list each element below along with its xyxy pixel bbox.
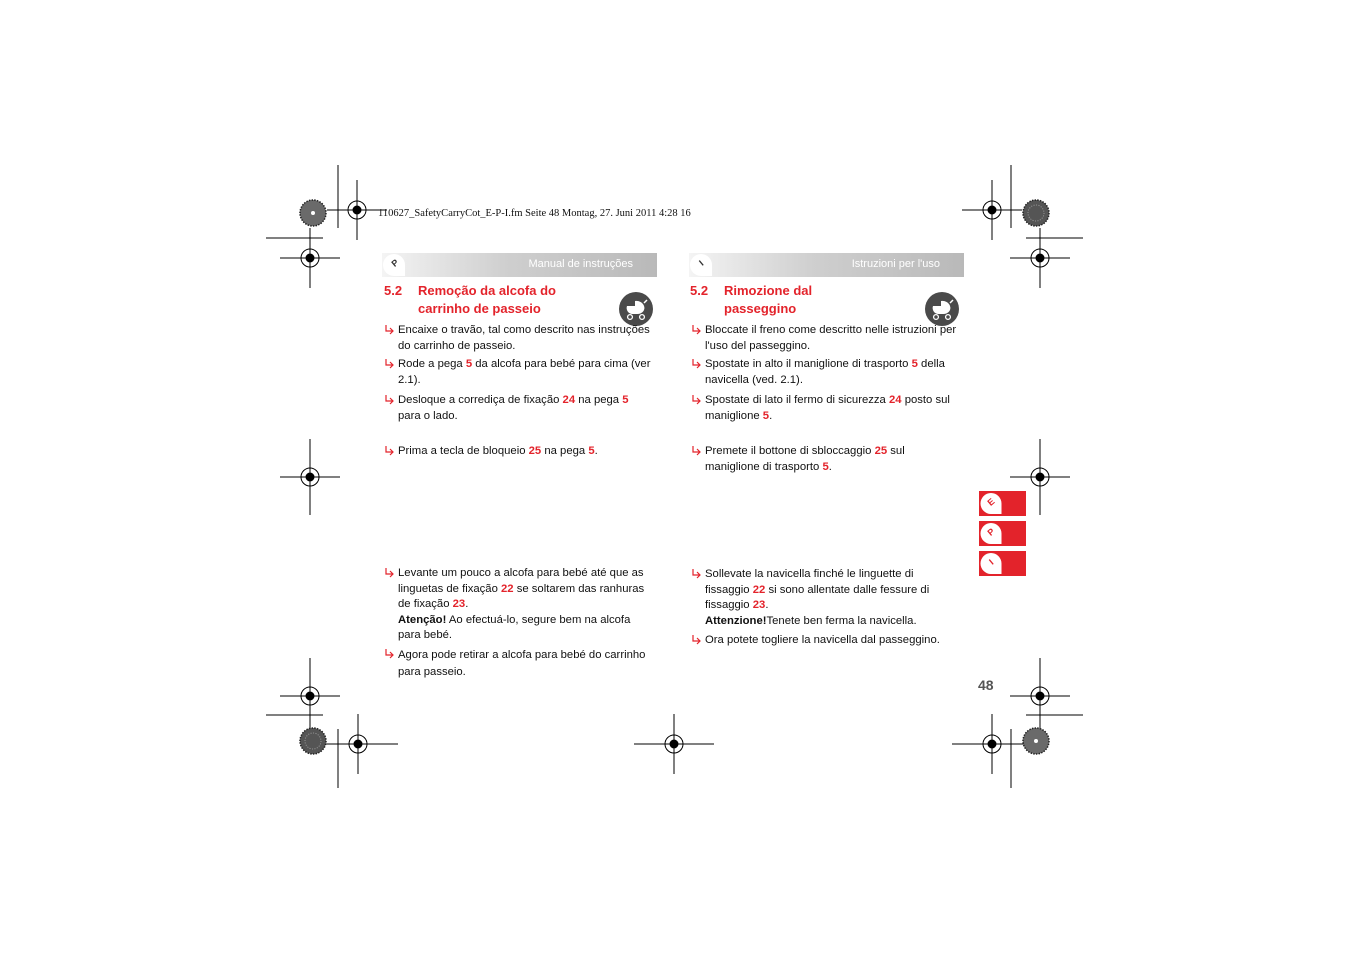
left-tab-letter: P bbox=[389, 257, 401, 269]
registration-mark-icon bbox=[952, 714, 1032, 774]
list-item bbox=[691, 444, 961, 475]
star-target-icon bbox=[299, 199, 327, 227]
step-text: Desloque a corrediça de fixação 24 na pega 5 para o lado. bbox=[398, 394, 629, 422]
step-text: Levante um pouco a alcofa para bebé até que as linguetas de fixação 22 se soltarem das ranhuras de fixação 23. Atenção! Ao efectuá-lo, segure bem na alcofa para bebé. bbox=[398, 567, 645, 641]
left-section-title: Remoção da alcofa do carrinho de passeio bbox=[418, 283, 556, 316]
step-text: Prima a tecla de bloqueio 25 na pega 5. bbox=[398, 445, 598, 457]
registration-mark-icon bbox=[1010, 228, 1070, 288]
arrow-hook-icon bbox=[691, 324, 703, 336]
language-tab-letter: E bbox=[985, 496, 997, 508]
step-text: Spostate di lato il fermo di sicurezza 24 posto sul maniglione 5. bbox=[705, 394, 950, 422]
arrow-hook-icon bbox=[691, 358, 703, 370]
step-text: Premete il bottone di sbloccaggio 25 sul maniglione di trasporto 5. bbox=[705, 445, 905, 473]
star-target-icon bbox=[1022, 727, 1050, 755]
left-band-title: Manual de instruções bbox=[528, 258, 633, 270]
page-number: 48 bbox=[978, 677, 994, 693]
registration-mark-icon bbox=[280, 439, 340, 515]
registration-mark-icon bbox=[634, 714, 714, 774]
language-tab-i[interactable] bbox=[979, 551, 1026, 576]
left-section-number: 5.2 bbox=[384, 283, 403, 298]
language-tab-icon bbox=[979, 491, 1026, 516]
arrow-hook-icon bbox=[691, 568, 703, 580]
step-text: Agora pode retirar a alcofa para bebé do carrinho para passeio. bbox=[398, 649, 646, 678]
arrow-hook-icon bbox=[384, 567, 396, 579]
stroller-icon bbox=[924, 291, 960, 327]
step-text: Spostate in alto il maniglione di trasporto 5 della navicella (ved. 2.1). bbox=[705, 358, 945, 386]
file-slug: 110627_SafetyCarryCot_E-P-I.fm Seite 48 Montag, 27. Juni 2011 4:28 16 bbox=[378, 208, 691, 219]
list-item bbox=[691, 567, 961, 629]
list-item bbox=[384, 444, 654, 460]
registration-mark-icon bbox=[280, 228, 340, 288]
arrow-hook-icon bbox=[691, 445, 703, 457]
arrow-hook-icon bbox=[384, 648, 396, 660]
list-item bbox=[384, 357, 654, 388]
step-text: Sollevate la navicella finché le linguette di fissaggio 22 si sono allentate dalle fessure di fissaggio 23. Attenzione!Tenete ben ferma la navicella. bbox=[705, 568, 930, 627]
stroller-icon bbox=[618, 291, 654, 327]
arrow-hook-icon bbox=[384, 324, 396, 336]
arrow-hook-icon bbox=[691, 634, 703, 646]
registration-mark-icon bbox=[318, 714, 398, 774]
step-text: Rode a pega 5 da alcofa para bebé para cima (ver 2.1). bbox=[398, 358, 651, 386]
right-tab-letter: I bbox=[697, 258, 706, 268]
step-text: Ora potete togliere la navicella dal passeggino. bbox=[705, 634, 940, 646]
list-item bbox=[691, 323, 961, 354]
arrow-hook-icon bbox=[384, 394, 396, 406]
list-item bbox=[384, 566, 654, 644]
right-band-title: Istruzioni per l'uso bbox=[851, 258, 940, 270]
step-text: Bloccate il freno come descritto nelle istruzioni per l'uso del passeggino. bbox=[705, 324, 957, 352]
right-section-title: Rimozione dal passeggino bbox=[724, 283, 813, 316]
language-tab-e[interactable] bbox=[979, 491, 1026, 516]
language-tab-p[interactable] bbox=[979, 521, 1026, 546]
right-section-number: 5.2 bbox=[690, 283, 709, 298]
arrow-hook-icon bbox=[691, 394, 703, 406]
left-header-band bbox=[382, 253, 657, 277]
list-item bbox=[691, 357, 961, 388]
list-item bbox=[384, 647, 654, 681]
language-tab-letter: I bbox=[987, 557, 996, 567]
step-text: Encaixe o travão, tal como descrito nas instruções do carrinho de passeio. bbox=[398, 324, 650, 352]
language-tab-icon bbox=[979, 551, 1026, 576]
star-target-icon bbox=[1022, 199, 1050, 227]
language-tab-icon bbox=[979, 521, 1026, 546]
language-tab-letter: P bbox=[985, 526, 997, 538]
star-target-icon bbox=[299, 727, 327, 755]
list-item bbox=[384, 323, 654, 354]
arrow-hook-icon bbox=[384, 358, 396, 370]
list-item bbox=[384, 393, 654, 424]
list-item bbox=[691, 393, 961, 424]
arrow-hook-icon bbox=[384, 445, 396, 457]
right-header-band bbox=[689, 253, 964, 277]
list-item bbox=[691, 633, 961, 649]
